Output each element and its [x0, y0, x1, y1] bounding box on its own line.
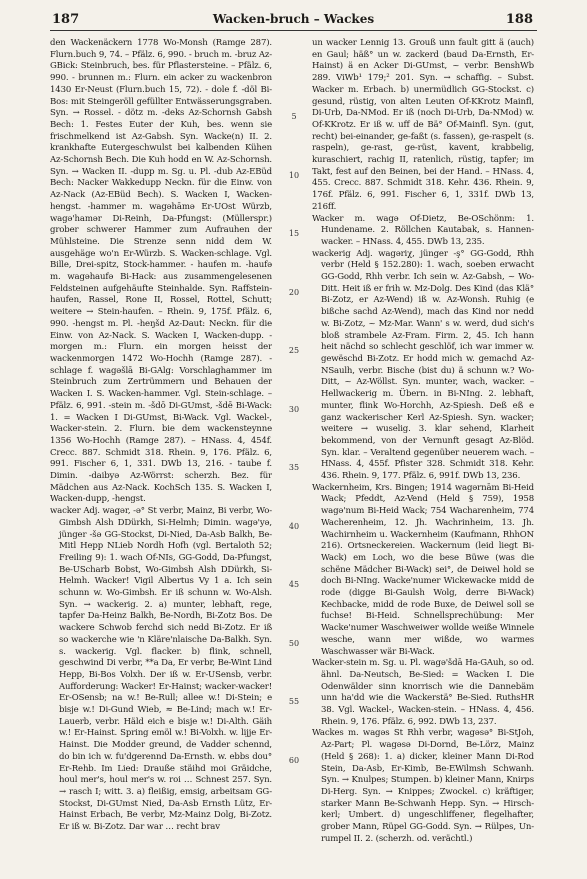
- header-rule: [50, 30, 537, 31]
- entry-wackes: Wackes m. wagəs St Rhh verbr, wagəsə° Bi-StJoh, Az-Part; Pl. wagəsə Di-Dornd, Be-Lörz, Mainz (Held § 268): 1. a) dicker, kleiner Mann Di-Rod Stein, Da-Asb, Er-Kimb, Be-EWilmsh Schwanh. Syn. → Knulpes; Stumpen. b) kleiner Mann, Knirps Di-Herg. Syn. → Knippes; Zwockel. c) kräftiger, starker Mann Be-Schwanh Hepp. Syn. → Hirsch-kerl; Umbert. d) ungeschliffener, flegelhafter, grober Mann, Rüpel GG-Godd. Syn. → Rülpes, Un-rumpel II. 2. (scherzh. od. verächtl.): [312, 728, 534, 844]
- running-headword: Wacken-bruch – Wackes: [212, 12, 375, 26]
- line-number: 5: [291, 112, 297, 121]
- line-number: 55: [288, 697, 300, 706]
- line-number: 45: [288, 580, 300, 589]
- line-number: 60: [288, 756, 300, 765]
- entry-wacken-compounds: den Wackenäckern 1778 Wo-Monsh (Ramge 287). Flurn.buch 9, 74. – Pfälz. 6, 990. - bruch m. -bruz Az-GBick: Steinbruch, bes. für Pflastersteine. – Pfälz. 6, 990. - brunnen m.: Flurn. ein acker zu wackenbron 1430 Er-Neust (Flurn.buch 15, 72). - dole f. -döl Bi-Bos: mit Steingeröll gefüllter Entwässerungsgraben. Syn. → Rossel. - dötz m. -deks Az-Schornsh Gabsh Bech: 1. Festes Euter der Kuh, bes. wenn sie frischmelkend ist Az-Gabsh. Syn. Wacke(n) II. 2. krankhafte Eutergeschwulst bei kalbenden Kühen Az-Schornsh Bech. Die Kuh hodd en W. Az-Schornsh. Syn. → Wacken II. -dupp m. Sg. u. Pl. -dub Az-EBüd Bech: Nacker Wakkedupp Neckn. für die Einw. von Az-Nack (Az-EBüd Bech). S. Wacken I, Wacken-hengst. -hammer m. wagəhāmə Er-UOst Würzb, wagə'hamər Di-Reinh, Da-Pfungst: (Müllerspr.) grober schwerer Hammer zum Aufrauhen der Mühlsteine. Die Strenze senn nidd dem W. ausgehäge wo'n Er-Würzb. S. Wacken-schlage. Vgl. Bille, Drei-spitz, Stock-hammer. - haufen m. -haufə m. wagəhaufə Bi-Hack: aus zusammengelesenen Feldsteinen aufgehäufte Steinhalde. Syn. Raffstein-haufen, Rassel, Rone II, Rossel, Rottel, Schutt; weitere → Stein-haufen. – Rhein. 9, 175f. Pfälz. 6, 990. -hengst m. Pl. -heŋšd Az-Daut: Neckn. für die Einw. von Az-Nack. S. Wacken I, Wacken-dupp. -morgen m.: Flurn. ein morgen heisst der wackenmorgen 1472 Wo-Hochh (Ramge 287). -schlage f. wagəšlā Bi-GAlg: Vorschlaghammer im Steinbruch zum Zertrümmern und Behauen der Wacken I. S. Wacken-hammer. Vgl. Stein-schlage. – Pfälz. 6, 991. -stein m. -šdō Di-GUmst, -šdē Bi-Wack: 1. = Wacken I Di-GUmst, Bi-Wack. Vgl. Wackel-, Wacker-stein. 2. Flurn. bie dem wackensteynne 1356 Wo-Hochh (Ramge 287). – HNass. 4, 454f. Crecc. 887. Schmidt 318. Rhein. 9, 176. Pfälz. 6, 991. Fischer 6, 1, 331. DWb 13, 216. - taube f. Dimin. -daibyə Az-Wörrst: scherzh. Bez. für Mädchen aus Az-Nack. KochSch 135. S. Wacken I, Wacken-dupp, -hengst.: [50, 38, 272, 505]
- line-number: 35: [288, 463, 300, 472]
- line-number: 30: [288, 405, 300, 414]
- page-number-right: 188: [505, 12, 533, 27]
- entry-wacker-adj: wacker Adj. wagər, -ə° St verbr, Mainz, Bi verbr, Wo-Gimbsh Alsh DDürkh, Si-Helmh; Dimin. wagə'yə, jünger -šə GG-Stockst, Di-Nied, Da-Asb Balkh, Be-Mitl Hepp NLieb Nordh Hofh (vgl. Bertaloth 52; Freiling 9): 1. wach Of-NIs, GG-Godd, Da-Pfungst, Be-UScharb Bobst, Wo-Gimbsh Alsh DDürkh, Si-Helmh. Wacker! Vigil Albertus Vy 1 a. Ich sein schunn w. Wo-Gimbsh. Er iß schunn w. Wo-Alsh. Syn. → wackerig. 2. a) munter, lebhaft, rege, tapfer Da-Heinz Balkh, Be-Nordh, Bi-Zotz Bos. De wackere Schwob ferchd sich nedd Bi-Zotz. Er iß so wackerche wie 'n Kläre'nlaische Da-Balkh. Syn. s. wackerig. Vgl. flacker. b) flink, schnell, geschwind Di verbr, **a Da, Er verbr, Be-Wint Lind Hepp, Bi-Bos Volxh. Der iß w. Er-USensb, verbr. Aufforderung: Wacker! Er-Hainst; wacker-wacker! Er-OSensb; na w.! Be-Rull; allee w.! Di-Stein; e bisje w.! Di-Gund Wieb, ≈ Be-Lind; mach w.! Er-Lauerb, verbr. Häld eich e bisje w.! Di-Alth. Gäih w.! Er-Hainst. Spring emöl w.! Bi-Volxh. w. lijje Er-Hainst. Die Modder greund, de Vadder schennd, do bin ich w. fu'dgerennd Da-Ernsth. w. ebbs dou° Er-Rehb. Im Lied: Drauße stäihd moi Gräidche, houl mer's, houl mer's w. roi … Schnest 257. Syn. → rasch I; witt. 3. a) fleißig, emsig, arbeitsam GG-Stockst, Di-GUmst Nied, Da-Asb Ernsth Lütz, Er-Hainst Erbach, Be verbr, Mz-Mainz Dolg, Bi-Zotz. Er iß w. Bi-Zotz. Dar war … recht brav: [50, 506, 272, 833]
- line-number: 40: [288, 522, 300, 531]
- entry-wacker-stein: Wacker-stein m. Sg. u. Pl. wagə'šdā Ha-GAuh, so od. ähnl. Da-Neutsch, Be-Sied: = Wacken I. Die Odenwälder sinn knorrisch wie die Dannebäm unn ha'dd wie die Wackerstä° Be-Sied. RuthsHR 38. Vgl. Wackel-, Wacken-stein. – HNass. 4, 456. Rhein. 9, 176. Pfälz. 6, 992. DWb 13, 237.: [312, 658, 534, 727]
- entry-wackerig: wackerig Adj. wagəriχ, jünger -ş° GG-Godd, Rhh verbr (Held § 152.280): 1. wach, soeben erwacht GG-Godd, Rhh verbr. Ich sein w. Az-Gabsh, ~ Wo-Ditt. Heit iß er frih w. Mz-Dolg. Des Kind (das Klä° Bi-Zotz, er Az-Wend) iß w. Az-Wonsh. Ruhig (e bißche sachd Az-Wend), mach das Kind nor nedd w. Bi-Zotz, ~ Mz-Mar. Wann' s w. werd, dud sich's bloß strambele Az-Fram. Firm. 2, 45. Ich hann heit nächd so schlecht geschlöf, ich war immer w. gewëschd Bi-Zotz. Er hodd mich w. gemachd Az-NSaulh, verbr. Bische (bist du) ä schunn w.? Wo-Ditt, ~ Az-Wöllst. Syn. munter, wach, wacker. – Hellwackerig m. Übern. in Bi-NIng. 2. lebhaft, munter, flink Wo-Horchh, Az-Spiesh. Deß eß e ganz wackerischer Kerl Az-Spiesh. Syn. wacker; weitere → wuselig. 3. klar sehend, Klarheit bekommend, von der Vernunft gesagt Az-Blöd. Syn. klar. – Veraltend gegenüber neuerem wach. – HNass. 4, 455f. Pfister 328. Schmidt 318. Kehr. 436. Rhein. 9, 177. Pfälz. 6, 991f. DWb 13, 236.: [312, 248, 534, 482]
- entry-wacker-adj-continued: un wacker Lennig 13. Grouß unn fault gitt ä (auch) en Gaul; häß° un w. zackerd (baud Da-Ernsth, Er-Hainst) ä en Acker Di-GUmst, ~ verbr. BenshWb 289. ViWb¹ 179;² 201. Syn. → schaffig. – Subst. Wacker m. Erbach. b) unermüdlich GG-Stockst. c) gesund, rüstig, von alten Leuten Of-KKrotz Mainfl, Di-Urb, Da-NMod. Er iß (noch Di-Urb, Da-NMod) w. Of-KKrotz. Er iß w. uff de Bä° Of-Mainfl. Syn. (gut, recht) bei-einander, ge-faßt (s. fassen), ge-raspelt (s. raspeln), ge-rast, ge-rüst, kavent, krabbelig, kuraschiert, rachig II, ratenlich, rüstig, tapfer; im Takt, fest auf den Beinen, bei der Hand. – HNass. 4, 455. Crecc. 887. Schmidt 318. Kehr. 436. Rhein. 9, 176f. Pfälz. 6, 991. Fischer 6, 1, 331f. DWb 13, 216ff.: [312, 38, 534, 212]
- column-right: [312, 38, 534, 873]
- line-number: 15: [288, 229, 300, 238]
- line-number: 10: [288, 171, 300, 180]
- entry-wackernheim: Wackernheim, Krs. Bingen; 1914 wagərnām Bi-Heid Wack; Pfeddt, Az-Vend (Held § 759), 1958 wagə'num Bi-Heid Wack; 754 Wacharenheim, 774 Wacherenheim, 12. Jh. Wachrinheim, 13. Jh. Wachirnheim u. Wackernheim (Kaufmann, RhhON 216). Ortsneckereien. Wackernum (leid liegt Bi-Wack) em Loch, wo die bese Büwe (was die schëne Mädcher Bi-Wack) sei°, de Deiwel hold se doch Bi-NIng. Wacke'numer Wickewacke midd de rode (digge Bi-Gaulsh Wolg, derre Bi-Wack) Kechbacke, midd de rode Buxe, de Deiwel soll se fuchse! Bi-Heid. Schnellsprechübung: Mer Wacke'numer Waschweiwer wollde weiße Winnele wesche, wann mer wißde, wo warmes Waschwasser wär Bi-Wack.: [312, 482, 534, 657]
- line-number: 20: [288, 288, 300, 297]
- line-number: 25: [288, 346, 300, 355]
- page-number-left: 187: [52, 12, 80, 27]
- page-header: [0, 10, 587, 32]
- entry-wacker-noun: Wacker m. wagə Of-Dietz, Be-OSchönm: 1. Hundename. 2. Röllchen Kautabak, s. Hannen-wacker. – HNass. 4, 455. DWb 13, 235.: [312, 213, 534, 247]
- line-number: 50: [288, 639, 300, 648]
- column-left: [50, 38, 272, 873]
